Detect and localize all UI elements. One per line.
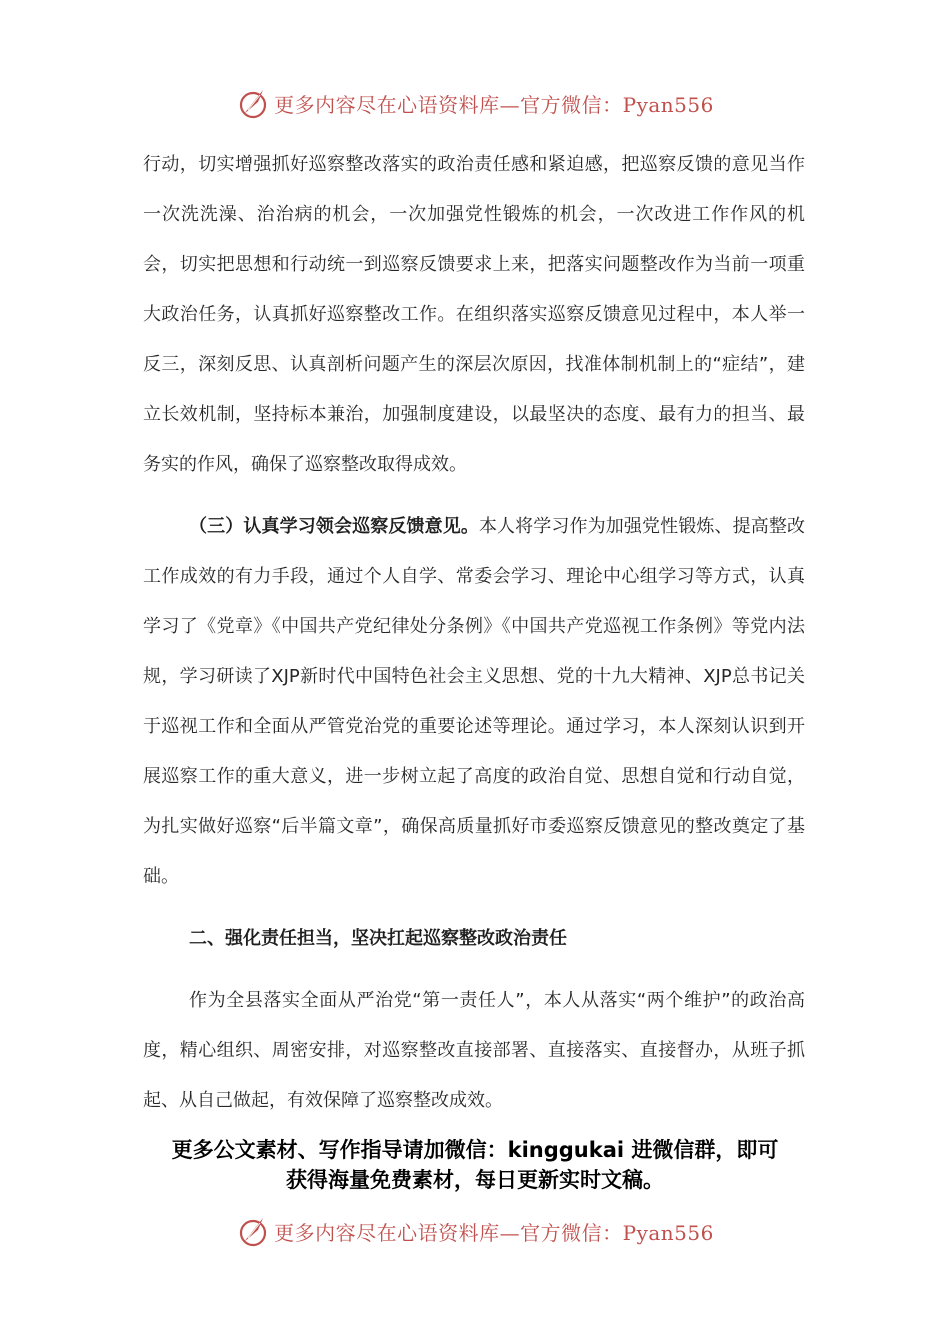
body-paragraph: 作为全县落实全面从严治党“第一责任人”，本人从落实“两个维护”的政治高度，精心组织、周密安排，对巡察整改直接部署、直接落实、直接督办，从班子抓起、从自己做起，有效保障了巡察整改成效。	[143, 990, 805, 1111]
footer-watermark	[0, 1211, 950, 1251]
watermark-text: 更多内容尽在心语资料库—官方微信：Pyan556	[274, 1220, 714, 1245]
section-heading: 二、强化责任担当，坚决扛起巡察整改政治责任	[189, 928, 567, 949]
quill-pen-logo-icon	[236, 86, 270, 120]
header-watermark	[0, 83, 950, 123]
body-paragraph: 行动，切实增强抓好巡察整改落实的政治责任感和紧迫感，把巡察反馈的意见当作一次洗洗澡、治治病的机会，一次加强党性锻炼的机会，一次改进工作作风的机会，切实把思想和行动统一到巡察反馈要求上来，把落实问题整改作为当前一项重大政治任务，认真抓好巡察整改工作。在组织落实巡察反馈意见过程中，本人举一反三，深刻反思、认真剖析问题产生的深层次原因，找准体制机制上的“症结”，建立长效机制，坚持标本兼治，加强制度建设，以最坚决的态度、最有力的担当、最务实的作风，确保了巡察整改取得成效。	[143, 154, 805, 475]
watermark-text: 更多内容尽在心语资料库—官方微信：Pyan556	[274, 92, 714, 117]
promo-banner	[140, 1135, 810, 1195]
promo-line: 获得海量免费素材，每日更新实时文稿。	[286, 1168, 664, 1192]
document-body	[143, 140, 805, 1126]
quill-pen-logo-icon	[236, 1214, 270, 1248]
body-paragraph	[143, 502, 805, 902]
section-lead: （三）认真学习领会巡察反馈意见。	[189, 516, 479, 537]
paragraph-text: 本人将学习作为加强党性锻炼、提高整改工作成效的有力手段，通过个人自学、常委会学习、理论中心组学习等方式，认真学习了《党章》《中国共产党纪律处分条例》《中国共产党巡视工作条例》等党内法规，学习研读了XJP新时代中国特色社会主义思想、党的十九大精神、XJP总书记关于巡视工作和全面从严管党治党的重要论述等理论。通过学习，本人深刻认识到开展巡察工作的重大意义，进一步树立起了高度的政治自觉、思想自觉和行动自觉，为扎实做好巡察“后半篇文章”，确保高质量抓好市委巡察反馈意见的整改奠定了基础。	[143, 516, 805, 887]
promo-line: 更多公文素材、写作指导请加微信：kinggukai 进微信群，即可	[171, 1138, 779, 1162]
